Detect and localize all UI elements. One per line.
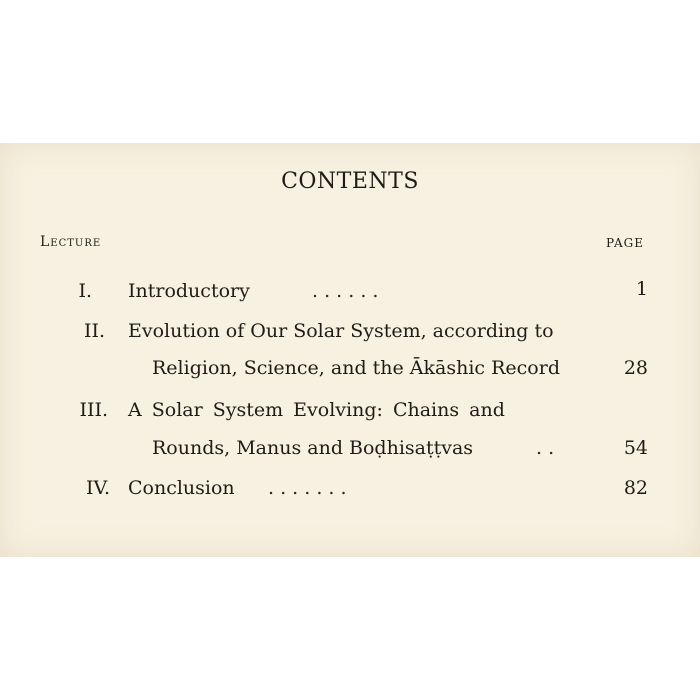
entry-page-number: 28: [623, 357, 648, 379]
entry-title: Introductory: [128, 280, 250, 302]
entry-title: Conclusion: [128, 477, 235, 499]
leader-dots: . . . . . .: [312, 280, 379, 302]
entry-numeral: III.: [79, 399, 108, 421]
lecture-column-label: Lecture: [40, 234, 102, 250]
leader-dots: . .: [536, 437, 555, 459]
entry-numeral: I.: [78, 280, 92, 302]
entry-page-number: 54: [623, 437, 648, 459]
entry-numeral: II.: [83, 320, 105, 342]
page-column-label: PAGE: [606, 236, 644, 250]
entry-title-line-2: Religion, Science, and the Ākāshic Record: [152, 357, 560, 379]
leader-dots: . . . . . . .: [268, 477, 347, 499]
contents-heading: CONTENTS: [281, 169, 419, 194]
entry-title-line-2: Rounds, Manus and Boḍhisaṭṭvas: [152, 437, 474, 459]
entry-title-line-1: A Solar System Evolving: Chains and: [128, 399, 505, 421]
book-page: [0, 143, 700, 557]
entry-page-number: 1: [635, 278, 648, 300]
entry-numeral: IV.: [86, 477, 110, 499]
entry-page-number: 82: [623, 477, 648, 499]
entry-title-line-1: Evolution of Our Solar System, according to: [128, 320, 554, 342]
